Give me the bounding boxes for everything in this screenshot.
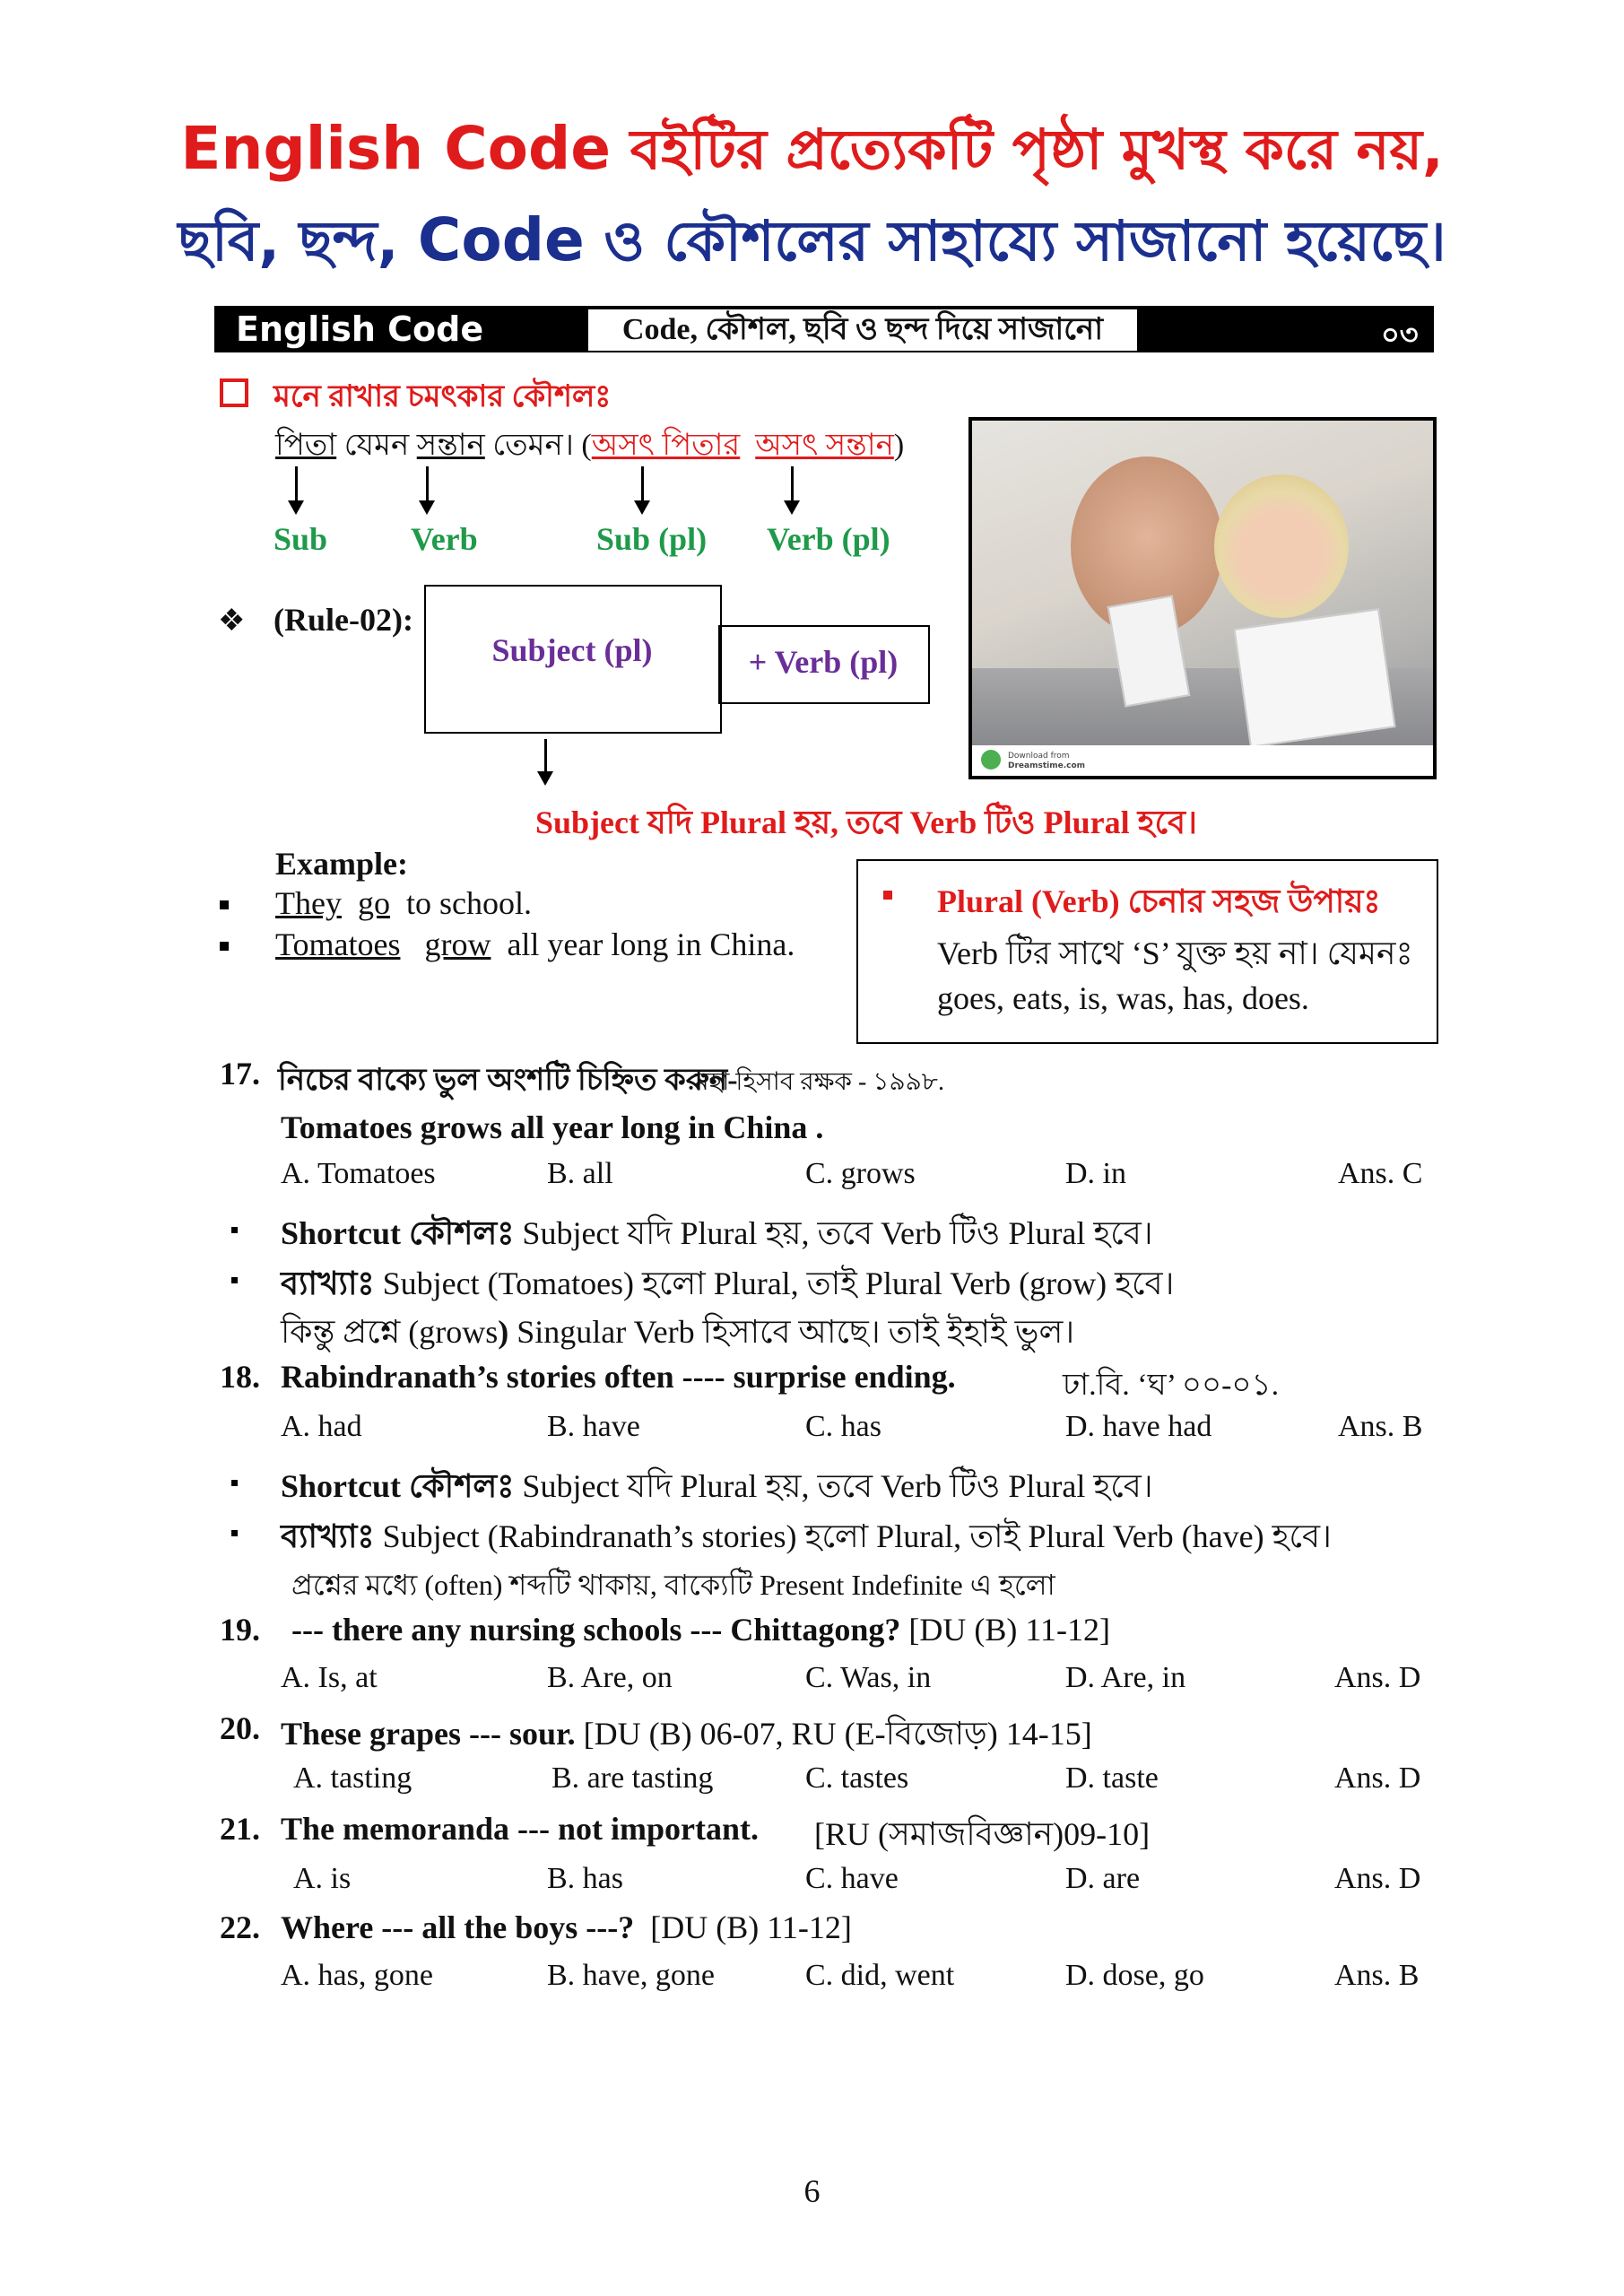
q19-line xyxy=(291,1611,1110,1648)
q22-option-a: A. has, gone xyxy=(281,1959,433,1992)
q20-option-d: D. taste xyxy=(1065,1761,1159,1795)
example-1 xyxy=(275,884,532,922)
q17-number: 17. xyxy=(220,1056,260,1091)
plural-tip-line1: Verb টির সাথে ‘S’ যুক্ত হয় না। যেমনঃ xyxy=(937,935,1413,971)
explanation-label: ব্যাখ্যাঃ xyxy=(281,1518,375,1554)
q21-text: The memoranda --- not important. xyxy=(281,1811,759,1847)
q18-option-c: C. has xyxy=(805,1410,881,1443)
q21-option-a: A. is xyxy=(293,1862,352,1895)
explanation-label: ব্যাখ্যাঃ xyxy=(281,1265,375,1301)
page-heading-line1 xyxy=(0,108,1624,200)
bullet-dot-icon xyxy=(231,1480,238,1486)
dreamstime-logo-icon xyxy=(981,750,1001,770)
plural-tip-line2: goes, eats, is, was, has, does. xyxy=(937,980,1309,1016)
q20-line xyxy=(281,1709,1092,1763)
q19-option-b: B. Are, on xyxy=(547,1661,673,1694)
bullet-dot-icon xyxy=(231,1530,238,1536)
q17-option-b: B. all xyxy=(547,1157,613,1190)
example-heading: Example: xyxy=(275,846,408,882)
checkbox-icon xyxy=(220,378,248,407)
q18-explanation xyxy=(281,1512,1332,1566)
q19-answer: Ans. D xyxy=(1334,1661,1421,1694)
rule-label: (Rule-02): xyxy=(274,602,413,638)
q17-explanation-2 xyxy=(281,1308,1074,1361)
q17-option-c: C. grows xyxy=(805,1157,916,1190)
q17-shortcut xyxy=(281,1209,1153,1263)
q17-instruction: নিচের বাক্যে ভুল অংশটি চিহ্নিত করুন- xyxy=(278,1064,738,1097)
bullet-icon xyxy=(220,942,229,951)
rule-note: Subject যদি Plural হয়, তবে Verb টিও Plural হবে। xyxy=(535,804,1197,840)
q17-sentence: Tomatoes grows all year long in China . xyxy=(281,1109,824,1145)
word-pita: পিতা xyxy=(275,429,337,462)
example-2 xyxy=(275,926,795,963)
q18-text: Rabindranath’s stories often ---- surprise ending. xyxy=(281,1359,956,1395)
ex1-subject: They xyxy=(275,885,342,921)
q20-answer: Ans. D xyxy=(1334,1761,1421,1795)
q20-number: 20. xyxy=(220,1710,260,1746)
bar-page-number: ০৩ xyxy=(1381,318,1419,351)
q19-source: [DU (B) 11-12] xyxy=(900,1612,1110,1648)
word-asat-santan: অসৎ সন্তান xyxy=(755,429,894,462)
explanation-text: Subject (Rabindranath’s stories) হলো Plural, তাই Plural Verb (have) হবে। xyxy=(374,1518,1332,1554)
q22-answer: Ans. B xyxy=(1334,1959,1420,1992)
heading-code: Code xyxy=(417,205,585,274)
q22-number: 22. xyxy=(220,1909,260,1945)
arrow-verb-pl xyxy=(791,466,794,504)
explanation2-c: Singular Verb হিসাবে আছে। তাই ইহাই ভুল। xyxy=(508,1314,1075,1350)
ex2-rest: all year long in China. xyxy=(507,926,795,962)
q22-line xyxy=(281,1909,852,1946)
label-verb: Verb xyxy=(411,521,478,557)
q22-option-c: C. did, went xyxy=(805,1959,955,1992)
q18-option-b: B. have xyxy=(547,1410,640,1443)
q18-shortcut xyxy=(281,1462,1153,1516)
q20-text: These grapes --- sour. xyxy=(281,1716,576,1752)
trick-sentence xyxy=(275,422,904,473)
q18-explanation-2: প্রশ্নের মধ্যে (often) শব্দটি থাকায়, বাক্যেটি Present Indefinite এ হলো xyxy=(291,1569,1055,1601)
q22-text: Where --- all the boys ---? xyxy=(281,1909,635,1945)
shortcut-label: Shortcut কৌশলঃ xyxy=(281,1215,515,1251)
q20-option-a: A. tasting xyxy=(293,1761,413,1795)
q19-text: --- there any nursing schools --- Chittagong? xyxy=(291,1612,901,1648)
bar-subtitle: Code, কৌশল, ছবি ও ছন্দ দিয়ে সাজানো xyxy=(587,309,1138,352)
q20-option-c: C. tastes xyxy=(805,1761,909,1795)
bullet-dot-icon xyxy=(231,1277,238,1283)
label-sub-pl: Sub (pl) xyxy=(596,521,708,557)
q17-source: মহা হিসাব রক্ষক - ১৯৯৮. xyxy=(695,1068,944,1096)
q17-answer: Ans. C xyxy=(1338,1157,1423,1190)
ex1-rest: to school. xyxy=(405,885,532,921)
page-heading-line2 xyxy=(0,199,1624,291)
q19-number: 19. xyxy=(220,1612,260,1648)
father-son-tablet-photo xyxy=(968,417,1437,779)
verb-box-label: + Verb (pl) xyxy=(748,644,899,680)
arrow-verb xyxy=(426,466,429,504)
q21-option-b: B. has xyxy=(547,1862,623,1895)
tablet-shape xyxy=(1233,608,1395,748)
q19-option-a: A. Is, at xyxy=(281,1661,378,1694)
boy-figure xyxy=(1214,474,1349,618)
q18-number: 18. xyxy=(220,1359,260,1395)
q20-source: [DU (B) 06-07, RU (E-বিজোড়) 14-15] xyxy=(575,1716,1092,1752)
ex1-verb: go xyxy=(357,885,390,921)
page-number: 6 xyxy=(803,2173,821,2209)
q22-option-d: D. dose, go xyxy=(1065,1959,1204,1992)
q17-option-a: A. Tomatoes xyxy=(281,1157,436,1190)
q22-source: [DU (B) 11-12] xyxy=(634,1909,852,1945)
q18-option-a: A. had xyxy=(281,1410,362,1443)
shortcut-label: Shortcut কৌশলঃ xyxy=(281,1468,515,1504)
bar-title: English Code xyxy=(236,309,484,349)
arrow-sub-pl xyxy=(641,466,644,504)
label-verb-pl: Verb (pl) xyxy=(767,521,890,557)
photo-credit-text xyxy=(1008,752,1085,771)
word-santan: সন্তান xyxy=(416,429,485,462)
q19-option-c: C. Was, in xyxy=(805,1661,932,1694)
q21-source: [RU (সমাজবিজ্ঞান)09-10] xyxy=(814,1816,1151,1852)
ex2-verb: grow xyxy=(424,926,491,962)
credit-line2: Dreamstime.com xyxy=(1008,761,1086,770)
word-jemon: যেমন xyxy=(343,429,410,462)
explanation2-b: ) xyxy=(498,1314,509,1350)
shortcut-text: Subject যদি Plural হয়, তবে Verb টিও Plural হবে। xyxy=(514,1215,1153,1251)
q19-option-d: D. Are, in xyxy=(1065,1661,1186,1694)
word-close: ) xyxy=(893,429,905,462)
q20-option-b: B. are tasting xyxy=(551,1761,714,1795)
heading-english-code: English Code xyxy=(180,114,611,183)
q22-option-b: B. have, gone xyxy=(547,1959,715,1992)
red-bullet-icon xyxy=(883,891,892,900)
q17-option-d: D. in xyxy=(1065,1157,1126,1190)
explanation2-a: কিন্তু প্রশ্নে (grows xyxy=(281,1314,499,1350)
credit-line1: Download from xyxy=(1008,752,1070,761)
q18-option-d: D. have had xyxy=(1065,1410,1212,1443)
plural-tip-title: Plural (Verb) চেনার সহজ উপায়ঃ xyxy=(937,883,1381,919)
q21-answer: Ans. D xyxy=(1334,1862,1421,1895)
bullet-dot-icon xyxy=(231,1227,238,1233)
shortcut-text: Subject যদি Plural হয়, তবে Verb টিও Plural হবে। xyxy=(514,1468,1153,1504)
heading-bn-2a: ছবি, ছন্দ, xyxy=(178,208,418,274)
trick-heading: মনে রাখার চমৎকার কৌশলঃ xyxy=(274,380,612,413)
photo-credit-strip xyxy=(972,745,1433,776)
word-temon: তেমন। ( xyxy=(492,429,592,462)
word-asat-pitar: অসৎ পিতার xyxy=(591,429,741,462)
heading-bn-1: বইটির প্রত্যেকটি পৃষ্ঠা মুখস্থ করে নয়, xyxy=(611,117,1444,182)
q21-number: 21. xyxy=(220,1811,260,1847)
arrow-sub xyxy=(295,466,298,504)
label-sub: Sub xyxy=(274,521,328,557)
q18-answer: Ans. B xyxy=(1338,1410,1423,1443)
q17-explanation xyxy=(281,1259,1174,1313)
explanation-text: Subject (Tomatoes) হলো Plural, তাই Plural Verb (grow) হবে। xyxy=(374,1265,1175,1301)
subject-box-label: Subject (pl) xyxy=(491,632,653,668)
q18-source: ঢা.বি. ‘ঘ’ ০০-০১. xyxy=(1063,1369,1280,1402)
arrow-rule xyxy=(544,739,547,775)
heading-bn-2b: ও কৌশলের সাহায্যে সাজানো হয়েছে। xyxy=(584,208,1446,274)
rule-symbol: ❖ xyxy=(218,604,246,638)
q21-option-c: C. have xyxy=(805,1862,899,1895)
bullet-icon xyxy=(220,900,229,909)
ex2-subject: Tomatoes xyxy=(275,926,401,962)
q21-option-d: D. are xyxy=(1065,1862,1141,1895)
